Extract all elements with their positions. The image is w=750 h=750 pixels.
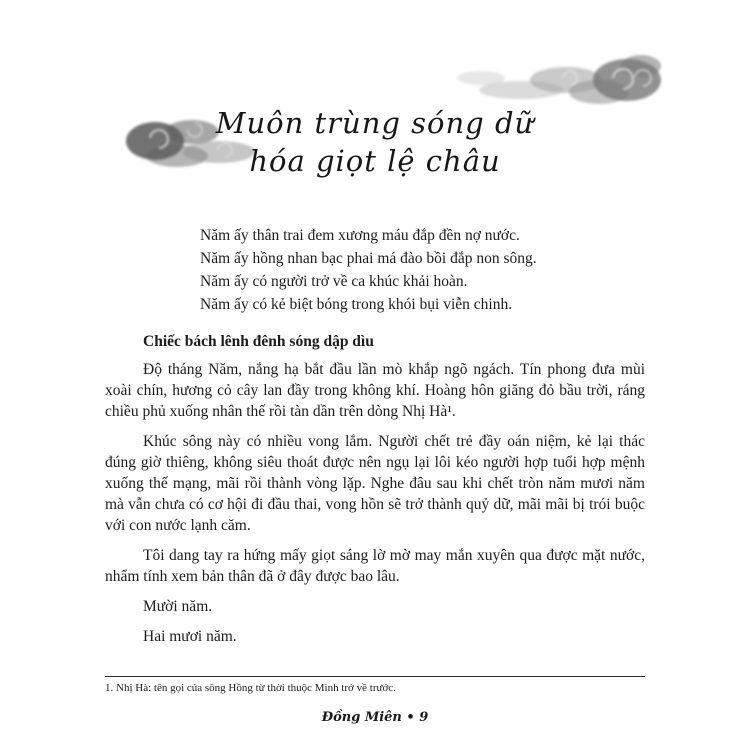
chapter-title-line2: hóa giọt lệ châu [249,144,501,178]
body-paragraph: Mười năm. [143,598,213,615]
page-body [105,224,645,656]
body-paragraph: Khúc sông này có nhiều vong lắm. Người chết trẻ đầy oán niệm, kẻ lại thác đúng giờ thiêng, không siêu thoát được nên ngụ lại lôi kéo người hợp tuổi hợp mệnh xuống thế mạng, mãi rồi thành vòng lặp. Nghe đâu sau khi chết tròn năm mươi năm mà vẫn chưa có cơ hội đi đầu thai, vong hồn sẽ trở thành quỷ dữ, mãi mãi bị trói buộc với con nước lạnh căm. [105,433,645,534]
footnote-text: 1. Nhị Hà: tên gọi của sông Hồng từ thời thuộc Minh trở về trước. [105,682,396,694]
poem-line: Năm ấy thân trai đem xương máu đắp đền nợ nước. [200,227,520,244]
running-title-and-page-number: Đồng Miên • 9 [321,710,429,725]
poem-line: Năm ấy có kẻ biệt bóng trong khói bụi viễn chinh. [200,296,513,313]
body-paragraph: Độ tháng Năm, nắng hạ bắt đầu lần mò khắp ngõ ngách. Tín phong đưa mùi xoài chín, hương cỏ cây lan đầy trong không khí. Hoàng hôn giăng đỏ bầu trời, ráng chiều phủ xuống nhân thế rồi tàn dần trên dòng Nhị Hà¹. [105,361,645,420]
chapter-title [0,104,750,180]
body-paragraph: Tôi dang tay ra hứng mấy giọt sáng lờ mờ may mắn xuyên qua được mặt nước, nhẩm tính xem bản thân đã ở đây được bao lâu. [105,547,645,585]
page-footer [0,710,750,725]
poem-line: Năm ấy hồng nhan bạc phai má đào bồi đắp non sông. [200,250,537,267]
footnote-block [105,676,645,695]
section-heading: Chiếc bách lênh đênh sóng dập dìu [143,333,374,350]
poem-line: Năm ấy có người trở về ca khúc khải hoàn. [200,273,468,290]
body-paragraph: Hai mươi năm. [143,628,237,645]
chapter-title-line1: Muôn trùng sóng dữ [215,106,535,140]
epigraph-poem [200,224,645,316]
